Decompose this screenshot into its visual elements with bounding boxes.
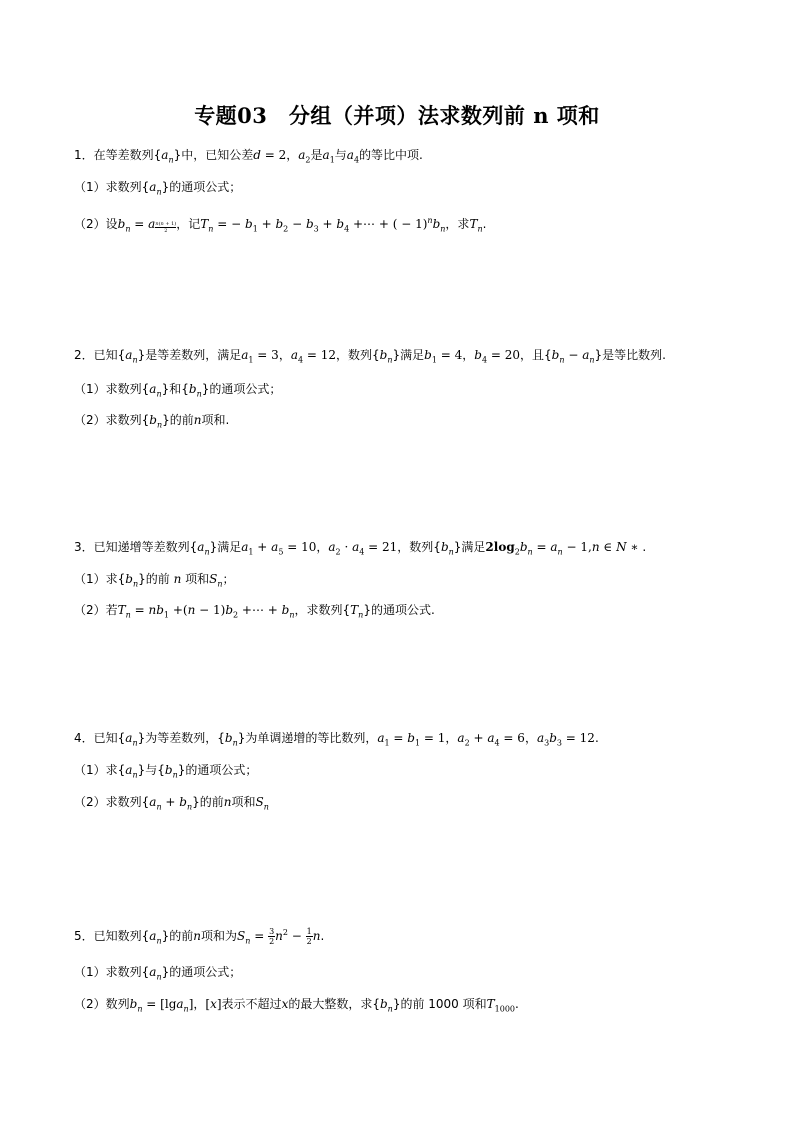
problem-5-part-1: （1）求数列$\{a_n\}$的通项公式； <box>74 965 242 982</box>
problem-4-part-1: （1）求$\{a_n\}$与$\{b_n\}$的通项公式； <box>74 763 258 780</box>
problem-4-part-2: （2）求数列$\{a_n + b_n\}$的前n项和$S_n$ <box>74 795 269 812</box>
page-title: 专题03 分组（并项）法求数列前 n 项和 <box>194 103 600 128</box>
problem-1-part-2: （2）设$b_n = a$ $\frac{n(n + 1)}{2}$ ，记$T_n$ = − $b_1 + b_2 - b_3 + b_4$ +⋯ + ( − $1)^nb_n$，求$T_n$. <box>74 216 487 234</box>
problem-2-part-2: （2）求数列$\{b_n\}$的前n项和. <box>74 413 230 430</box>
problem-3-stem: 3．已知递增等差数列$\{a_n\}$满足$a_1 + a_5 = 10$，$a_2 \cdot a_4 = 21$，数列$\{b_n\}$满足$2\log_2b_n = a_n - 1,n$ ∈ N ∗ . <box>74 540 647 557</box>
problem-3-part-1: （1）求$\{b_n\}$的前 n 项和$S_n$； <box>74 572 235 589</box>
problem-2-part-1: （1）求数列$\{a_n\}$和$\{b_n\}$的通项公式； <box>74 382 282 399</box>
problem-1-stem: 1．在等差数列$\{a_n\}$中，已知公差d = 2，$a_2$是$a_1$与$a_4$的等比中项. <box>74 148 423 165</box>
problem-1-part-1: （1）求数列$\{a_n\}$的通项公式； <box>74 180 242 197</box>
problem-2-stem: 2．已知$\{a_n\}$是等差数列，满足$a_1 = 3$，$a_4 = 12$，数列$\{b_n\}$满足$b_1 = 4$，$b_4 = 20$，且$\{b_n - a_n\}$是等比数列. <box>74 348 666 365</box>
problem-5-part-2: （2）数列$b_n = [\lg a_n]$，[x]表示不超过x的最大整数，求$\{b_n\}$的前 1000 项和$T_{1000}$. <box>74 997 519 1014</box>
problem-5-stem: 5．已知数列$\{a_n\}$的前n项和为$S_n$ = $\frac{3}{2}$ $n^2$ − $\frac{1}{2}$ n. <box>74 927 325 946</box>
problem-3-part-2: （2）若$T_n = nb_1 +(n - 1)b_2$ +⋯ + $b_n$，求数列$\{T_n\}$的通项公式. <box>74 603 435 620</box>
problem-4-stem: 4．已知$\{a_n\}$为等差数列，$\{b_n\}$为单调递增的等比数列，$a_1 = b_1 = 1$，$a_2 + a_4 = 6$，$a_3b_3 = 12$. <box>74 731 599 748</box>
